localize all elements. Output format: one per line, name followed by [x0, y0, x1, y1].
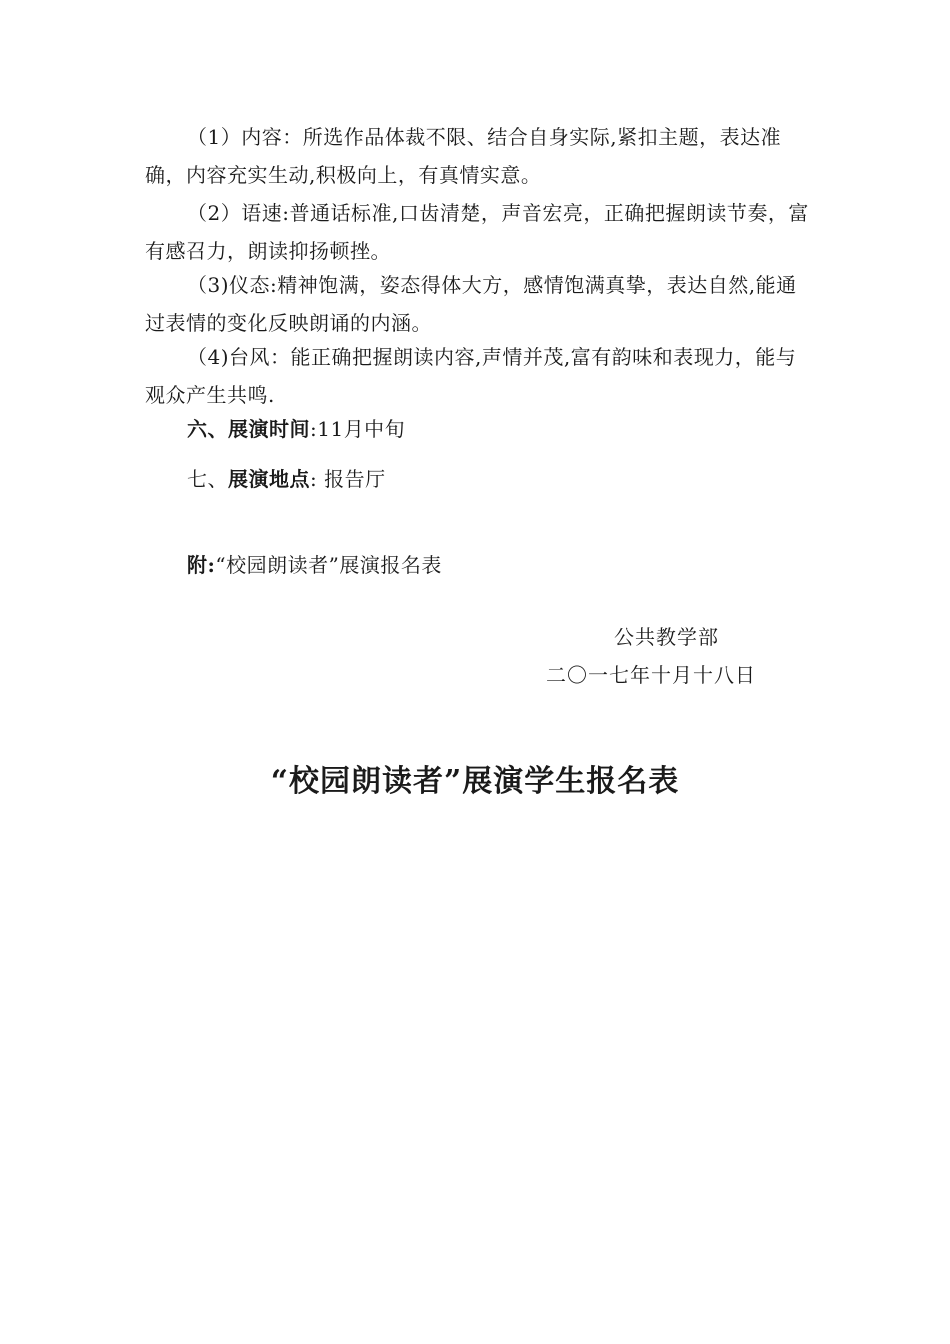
criterion-speech: （2）语速:普通话标准,口齿清楚，声音宏亮，正确把握朗读节奏，富有感召力，朗读抑扬顿挫。 — [145, 201, 809, 263]
form-title: “校园朗读者”展演学生报名表 — [270, 764, 680, 799]
attachment-line — [187, 546, 442, 584]
attachment-label: 附: — [187, 553, 216, 577]
section-performance-venue — [187, 460, 386, 498]
attachment-value: “校园朗读者”展演报名表 — [215, 553, 442, 577]
section-six-value: :11月中旬 — [310, 417, 406, 441]
section-seven-value: : 报告厅 — [310, 467, 386, 491]
signature-date: 二〇一七年十月十八日 — [546, 663, 756, 687]
section-six-label: 六、展演时间 — [187, 417, 310, 441]
section-performance-time — [187, 410, 405, 448]
signature-department: 公共教学部 — [614, 625, 719, 649]
criterion-posture: （3)仪态:精神饱满，姿态得体大方，感情饱满真挚，表达自然,能通过表情的变化反映朗诵的内涵。 — [145, 273, 797, 335]
section-seven-label: 展演地点 — [228, 467, 310, 491]
criterion-stage-manner: （4)台风：能正确把握朗读内容,声情并茂,富有韵味和表现力，能与观众产生共鸣. — [145, 345, 797, 407]
section-seven-number: 七、 — [187, 467, 228, 491]
criterion-content: （1）内容：所选作品体裁不限、结合自身实际,紧扣主题，表达准确，内容充实生动,积极向上，有真情实意。 — [145, 125, 782, 187]
